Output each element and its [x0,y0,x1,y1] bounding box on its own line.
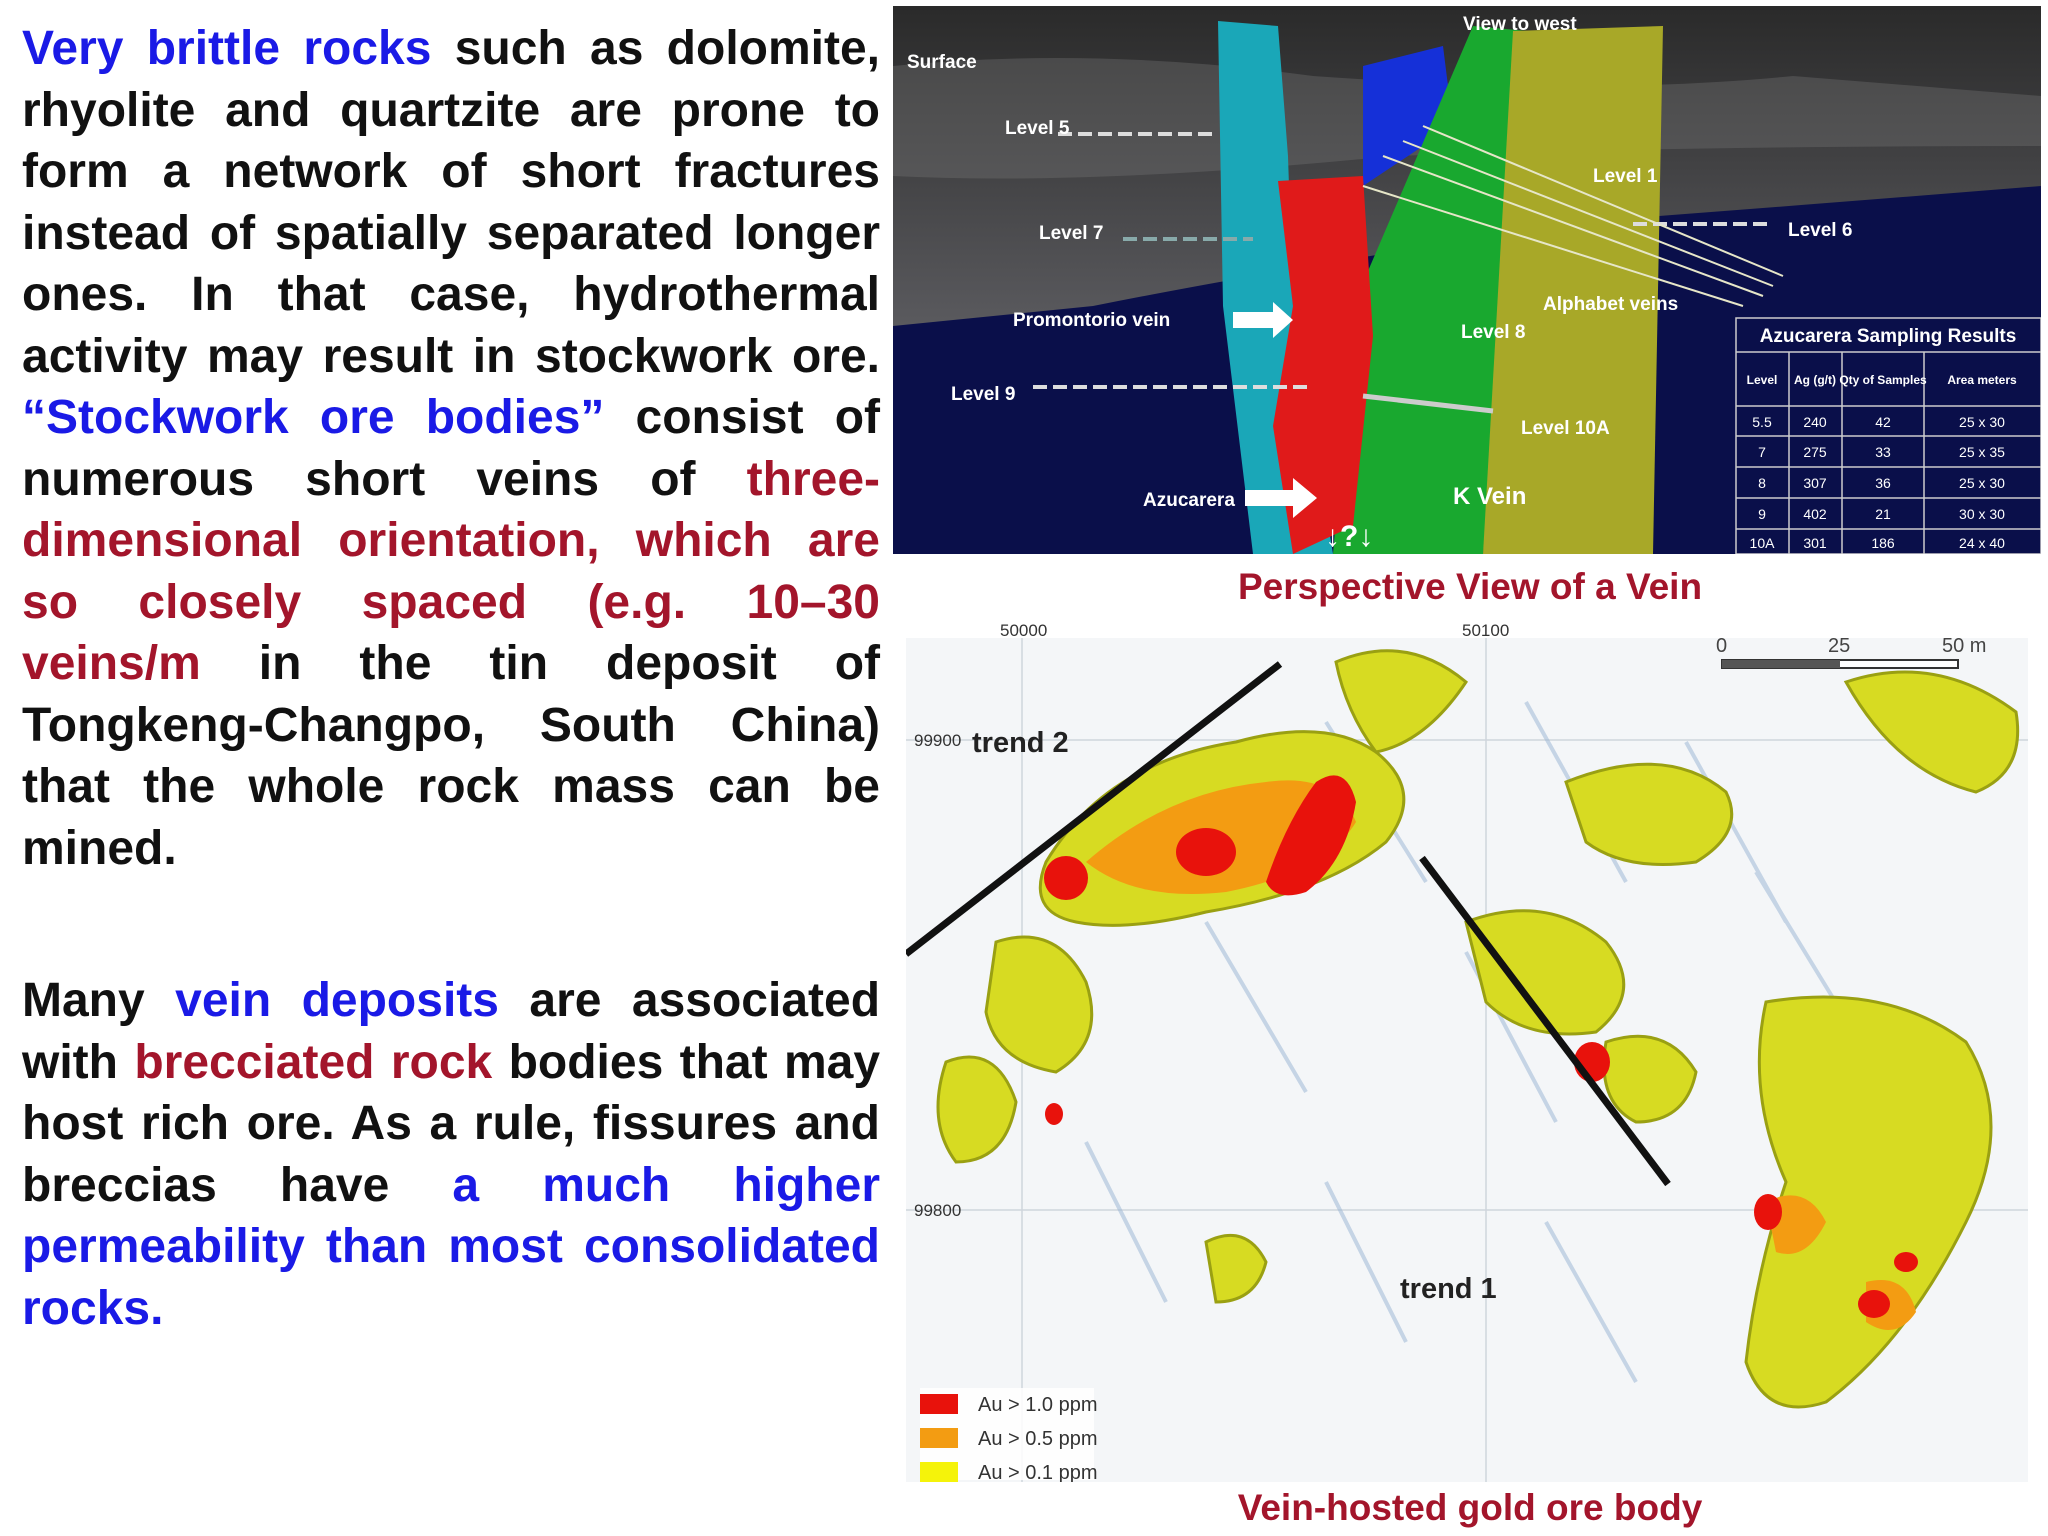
table-title: Azucarera Sampling Results [1759,326,2017,347]
paragraph-breccia [22,970,880,1339]
easting-label: 50000 [1000,622,1048,640]
text-segment: in the tin deposit of Tongkeng-Changpo, South China) that the whole rock mass can be mined. [22,637,880,875]
table-header: Qty of Samples [1839,373,1927,387]
promontorio-vein-label: Promontorio vein [1013,310,1171,331]
table-cell: 36 [1875,475,1891,491]
level-5-label: Level 5 [1005,118,1070,139]
text-segment: are associated with [22,974,881,1089]
level-8-label: Level 8 [1461,322,1526,343]
unknown-arrows-label: ↓?↓ [1325,520,1374,553]
table-cell: 5.5 [1752,414,1772,430]
text-brecciated-rock: brecciated rock [134,1035,493,1089]
trend-2-label: trend 2 [972,727,1069,759]
level-9-label: Level 9 [951,384,1016,405]
table-cell: 9 [1758,506,1766,522]
k-vein-label: K Vein [1453,483,1527,510]
scale-50: 50 m [1942,635,1987,657]
legend-swatch-medium [920,1428,958,1448]
table-cell: 24 x 40 [1959,535,2005,551]
text-segment: consist of numerous short veins of [22,391,880,506]
text-very-brittle-rocks: Very brittle rocks [22,22,432,75]
table-header: Ag (g/t) [1794,373,1836,387]
table-cell: 25 x 30 [1959,414,2005,430]
table-cell: 25 x 30 [1959,475,2005,491]
legend-label-medium: Au > 0.5 ppm [978,1428,1098,1450]
text-segment: bodies that may host rich ore. As a rule, fissures and breccias have [22,1035,881,1212]
alphabet-veins-label: Alphabet veins [1543,294,1679,315]
table-cell: 301 [1803,535,1827,551]
table-cell: 186 [1871,535,1895,551]
level-6-label: Level 6 [1788,220,1853,241]
grade-legend [920,1388,1098,1482]
legend-label-high: Au > 1.0 ppm [978,1394,1098,1416]
table-cell: 275 [1803,444,1827,460]
table-cell: 8 [1758,475,1766,491]
legend-label-low: Au > 0.1 ppm [978,1462,1098,1482]
text-segment: Many [22,974,176,1027]
table-cell: 25 x 35 [1959,444,2005,460]
trend-1-label: trend 1 [1400,1273,1497,1305]
figure1-caption: Perspective View of a Vein [1237,566,1703,607]
paragraph-stockwork [22,18,880,879]
text-three-dimensional: three-dimensional orientation, which are so closely spaced (e.g. 10–30 veins/m [22,452,880,690]
northing-label: 99900 [914,731,962,750]
surface-label: Surface [907,52,977,73]
text-higher-permeability: a much higher permeability than most consolidated rocks. [22,1158,880,1335]
text-segment: such as dolomite, rhyolite and quartzite are prone to form a network of short fractures instead of spatially separated longer ones. In that case, hydrothermal activity may result in stockwork ore. [22,22,881,383]
azucarera-label: Azucarera [1143,490,1235,511]
k-vein-olive [1483,26,1663,554]
table-header: Area meters [1947,373,2017,387]
sampling-table [1736,318,2041,554]
table-cell: 42 [1875,414,1891,430]
table-cell: 21 [1875,506,1891,522]
table-cell: 240 [1803,414,1827,430]
view-to-west-label: View to west [1463,14,1577,35]
text-vein-deposits: vein deposits [175,974,499,1027]
table-cell: 33 [1875,444,1891,460]
level-1-label: Level 1 [1593,166,1658,187]
legend-swatch-low [920,1462,958,1482]
easting-label: 50100 [1462,622,1510,640]
vein-perspective-figure [893,6,2041,554]
table-cell: 307 [1803,475,1827,491]
level-10a-label: Level 10A [1521,418,1610,439]
table-cell: 10A [1749,535,1775,551]
legend-swatch-high [920,1394,958,1414]
scale-zero: 0 [1716,635,1728,657]
gold-ore-body-figure [906,622,2028,1482]
table-cell: 30 x 30 [1959,506,2005,522]
text-stockwork-ore-bodies: “Stockwork ore bodies” [22,391,605,444]
scale-25: 25 [1828,635,1851,657]
table-cell: 7 [1758,444,1766,460]
table-header: Level [1746,373,1778,387]
level-7-label: Level 7 [1039,223,1104,244]
table-cell: 402 [1803,506,1827,522]
figure2-caption: Vein-hosted gold ore body [1237,1487,1703,1528]
northing-label: 99800 [914,1201,962,1220]
